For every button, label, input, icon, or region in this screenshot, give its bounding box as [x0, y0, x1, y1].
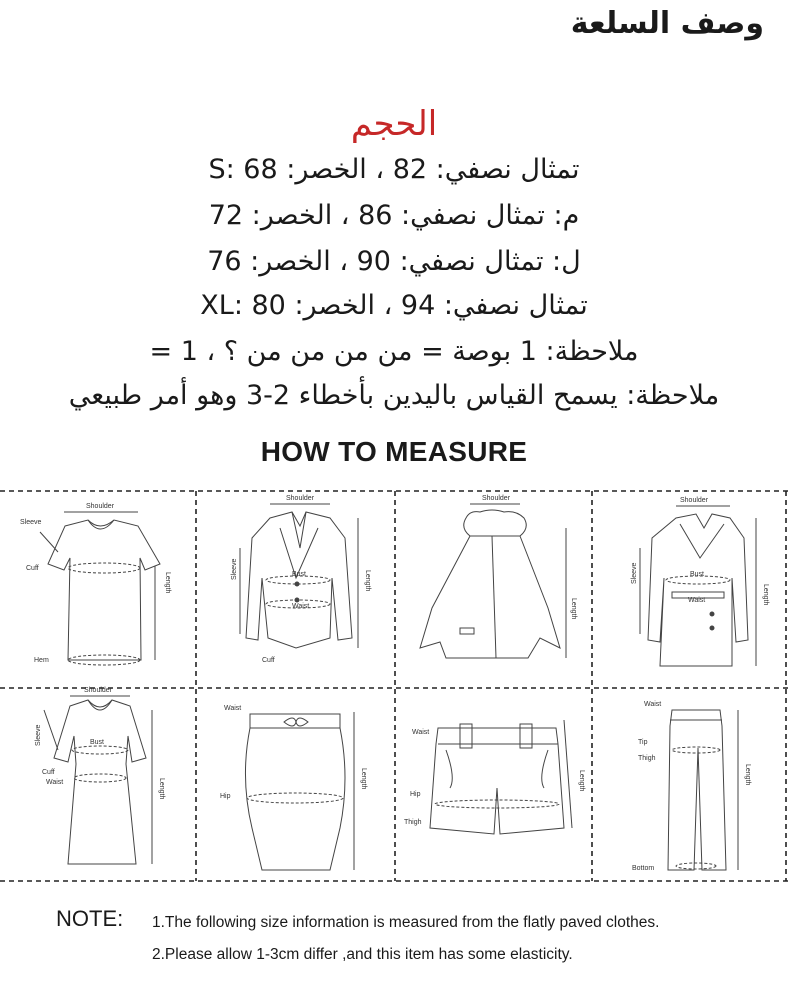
label-cuff-5: Cuff — [42, 769, 55, 776]
label-waist-5: Waist — [46, 779, 64, 786]
label-shoulder-2: Shoulder — [286, 495, 315, 502]
label-cuff-2: Cuff — [262, 657, 275, 664]
label-sleeve-1: Sleeve — [20, 519, 42, 526]
label-cuff-1: Cuff — [26, 565, 39, 572]
size-line-m: م: تمثال نصفي: 86 ، الخصر: 72 — [208, 200, 580, 231]
measure-diagrams — [0, 488, 788, 884]
label-bust-2: Bust — [292, 571, 307, 578]
label-shoulder-5: Shoulder — [84, 687, 113, 694]
size-line-s: تمثال نصفي: 82 ، الخصر: 68 :S — [208, 154, 580, 185]
trousers-diagram — [668, 710, 738, 870]
measure-diagram-grid — [0, 488, 788, 884]
label-waist-6: Waist — [224, 705, 242, 712]
skirt-diagram — [245, 712, 354, 870]
label-bust-5: Bust — [90, 739, 105, 746]
size-line-xl: تمثال نصفي: 94 ، الخصر: 80 :XL — [200, 290, 588, 321]
label-length-3: Length — [570, 598, 577, 620]
label-bottom-8: Bottom — [632, 865, 655, 872]
label-tip-8: Tip — [638, 739, 648, 746]
grid-lines — [0, 491, 788, 881]
how-to-measure-title: HOW TO MEASURE — [260, 436, 528, 467]
product-description-title: وصف السلعة — [570, 6, 764, 41]
label-length-8: Length — [744, 764, 751, 786]
label-hip-7: Hip — [410, 791, 421, 798]
label-shoulder-3: Shoulder — [482, 495, 511, 502]
label-length-5: Length — [158, 778, 165, 800]
label-waist-2: Waist — [292, 603, 310, 610]
label-sleeve-4: Sleeve — [631, 562, 638, 584]
label-hem-1: Hem — [34, 657, 49, 664]
label-length-2: Length — [364, 570, 371, 592]
tshirt-diagram — [40, 512, 160, 665]
note-tolerance: ملاحظة: يسمح القياس باليدين بأخطاء 2-3 وهو أمر طبيعي — [68, 380, 720, 411]
shorts-diagram — [430, 720, 572, 834]
size-heading: الحجم — [350, 104, 438, 144]
note-line-2: 2.Please allow 1-3cm differ ,and this item has some elasticity. — [152, 946, 573, 963]
label-length-4: Length — [762, 584, 769, 606]
label-shoulder-1: Shoulder — [86, 503, 115, 510]
note-line-1: 1.The following size information is measured from the flatly paved clothes. — [152, 914, 660, 931]
label-sleeve-2: Sleeve — [231, 558, 238, 580]
label-length-7: Length — [578, 770, 585, 792]
coat-diagram — [640, 506, 756, 666]
label-shoulder-4: Shoulder — [680, 497, 709, 504]
cape-diagram — [420, 504, 566, 658]
label-length-6: Length — [360, 768, 367, 790]
label-waist-7: Waist — [412, 729, 430, 736]
label-bust-4: Bust — [690, 571, 705, 578]
label-hip-6: Hip — [220, 793, 231, 800]
label-thigh-8: Thigh — [638, 755, 656, 762]
label-sleeve-5: Sleeve — [35, 724, 42, 746]
label-length-1: Length — [164, 572, 171, 594]
note-inch: ملاحظة: 1 بوصة = من من من من ؟ ، 1 = — [149, 336, 639, 367]
label-waist-4: Waist — [688, 597, 706, 604]
label-waist-8: Waist — [644, 701, 662, 708]
size-line-l: ل: تمثال نصفي: 90 ، الخصر: 76 — [207, 246, 581, 277]
label-thigh-7: Thigh — [404, 819, 422, 826]
note-label: NOTE: — [56, 906, 124, 931]
